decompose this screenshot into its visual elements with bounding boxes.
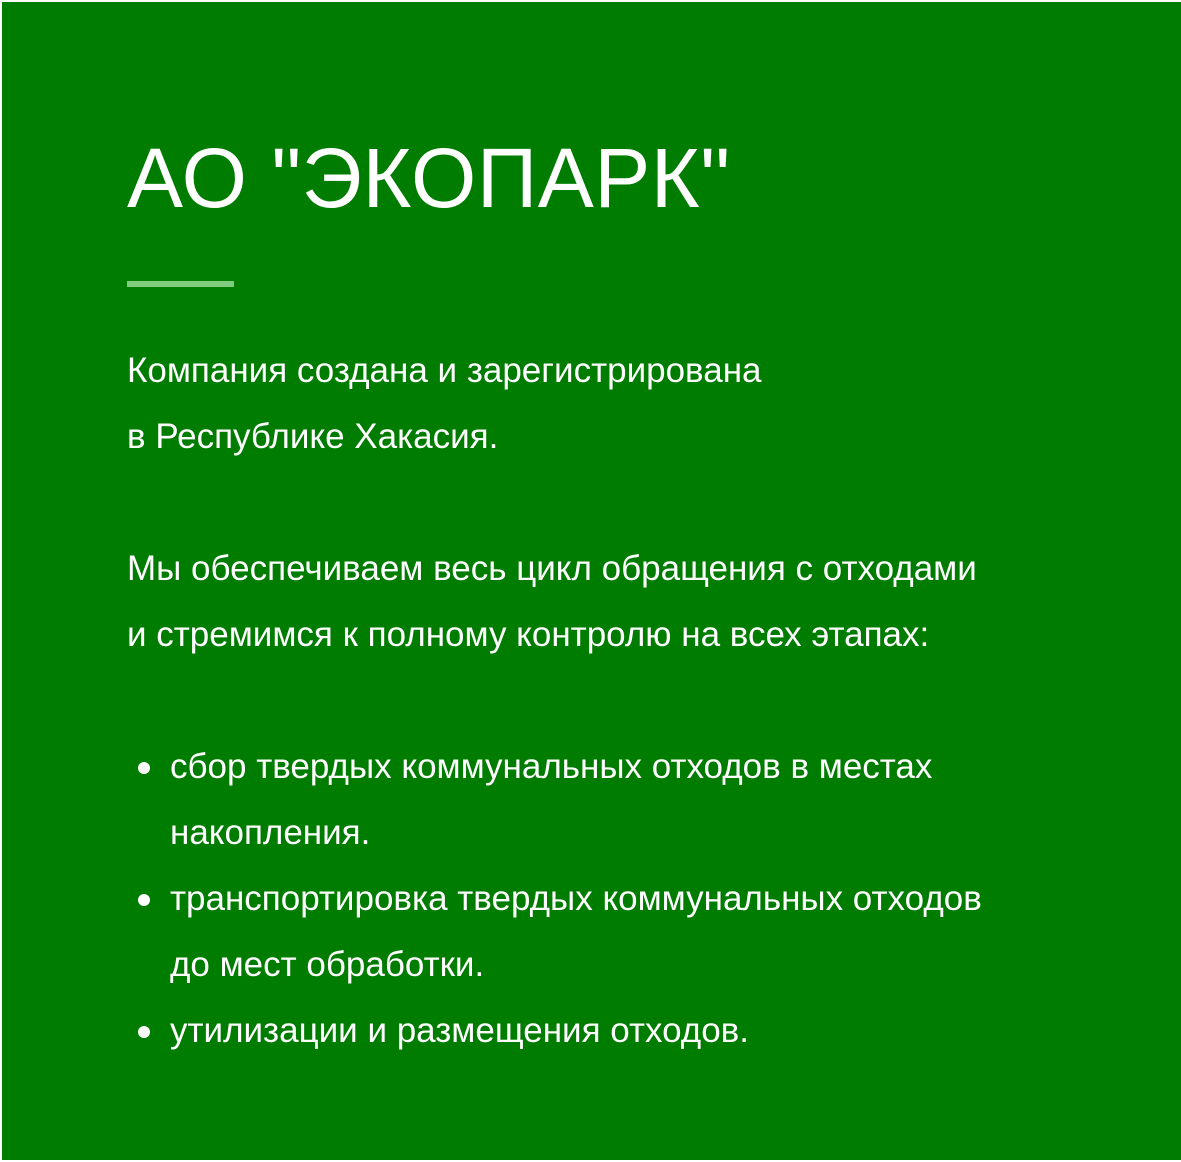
mission-line-2: и стремимся к полному контролю на всех этапах: (127, 615, 930, 654)
list-item (127, 998, 982, 1064)
list-item-line-1: сбор твердых коммунальных отходов в местах (170, 747, 933, 786)
mission-line-1: Мы обеспечиваем весь цикл обращения с отходами (127, 549, 977, 588)
intro-line-1: Компания создана и зарегистрирована (127, 351, 762, 390)
intro-paragraph (127, 338, 762, 470)
list-item-line-1: утилизации и размещения отходов. (170, 1011, 749, 1050)
bullet-icon (138, 894, 150, 906)
mission-paragraph (127, 536, 977, 668)
page-title: АО "ЭКОПАРК" (127, 131, 731, 225)
bullet-icon (138, 1026, 150, 1038)
title-divider (127, 281, 234, 287)
list-item-line-1: транспортировка твердых коммунальных отходов (170, 879, 982, 918)
content-panel (2, 2, 1181, 1160)
bullet-icon (138, 762, 150, 774)
list-item-line-2: до мест обработки. (170, 945, 485, 984)
list-item (127, 866, 982, 998)
list-item-line-2: накопления. (170, 813, 371, 852)
list-item (127, 734, 982, 866)
services-list (127, 734, 982, 1064)
intro-line-2: в Республике Хакасия. (127, 417, 499, 456)
